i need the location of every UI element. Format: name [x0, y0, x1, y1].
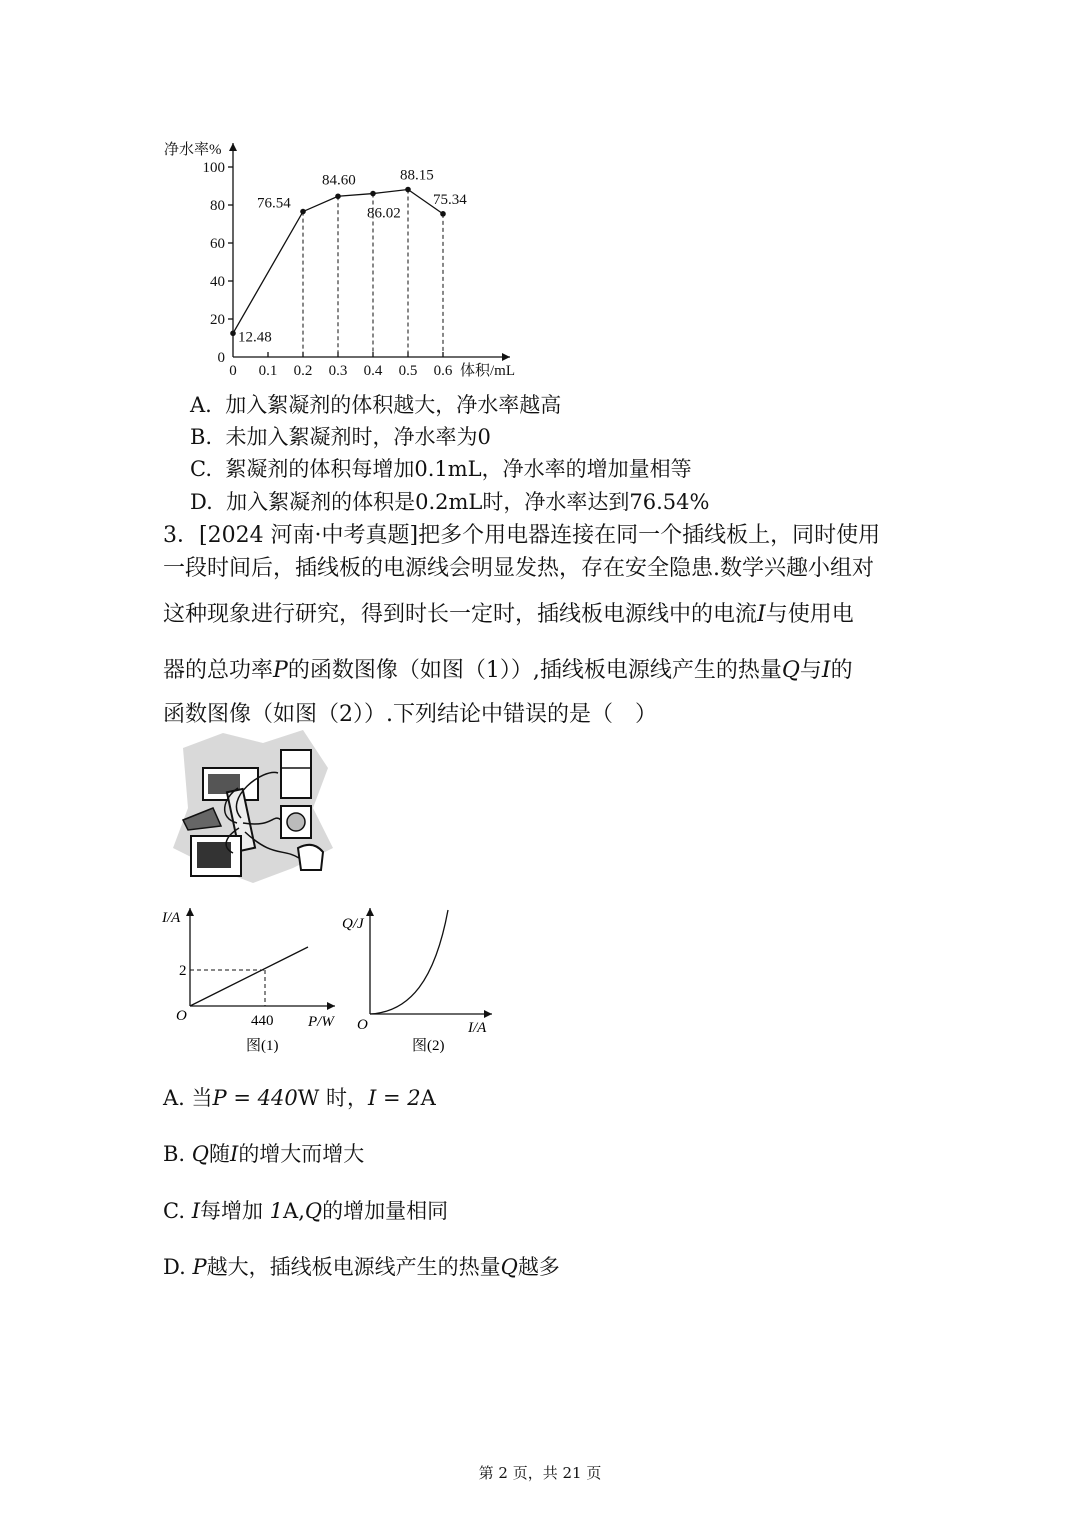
y-tick-label: 40: [210, 274, 225, 290]
y-tick-label: 100: [202, 160, 225, 176]
option-b[interactable]: B. 未加入絮凝剂时，净水率为0: [190, 425, 491, 449]
y-axis-arrow: [229, 143, 237, 151]
q3-line4: 器的总功率P的函数图像（如图（1））,插线板电源线产生的热量Q与I的: [163, 658, 853, 683]
fig2-xlabel: I/A: [468, 1020, 487, 1036]
y-tick-label: 80: [210, 198, 225, 214]
q3-line1: 3．[2024 河南·中考真题]把多个用电器连接在同一个插线板上，同时使用: [163, 523, 881, 548]
x-tick-label: 0.6: [433, 363, 453, 379]
x-tick-label: 0.4: [363, 363, 383, 379]
q3-option-b[interactable]: B. Q随I的增大而增大: [163, 1142, 365, 1166]
data-point: [440, 211, 446, 217]
data-label: 86.02: [367, 205, 401, 222]
option-a[interactable]: A. 加入絮凝剂的体积越大，净水率越高: [190, 393, 562, 417]
appliances-illustration: [163, 728, 338, 888]
fig2-origin: O: [357, 1017, 368, 1033]
data-label: 76.54: [257, 195, 291, 212]
x-tick-label: 0.1: [258, 363, 278, 379]
q3-option-d[interactable]: D. P越大，插线板电源线产生的热量Q越多: [163, 1255, 560, 1279]
fig2-caption: 图(2): [412, 1038, 445, 1054]
fig1-x-mark: 440: [251, 1013, 274, 1029]
option-d-text: 加入絮凝剂的体积是0.2mL时，净水率达到76.54%: [226, 490, 710, 514]
data-point: [335, 193, 341, 199]
q3-option-a[interactable]: A. 当P = 440W 时，I = 2A: [163, 1086, 436, 1110]
fig1-caption: 图(1): [246, 1038, 279, 1054]
x-tick-label: 0.5: [398, 363, 418, 379]
option-b-text: 未加入絮凝剂时，净水率为0: [225, 425, 491, 449]
data-label: 84.60: [322, 172, 356, 189]
data-point: [370, 191, 376, 197]
figure-2-heat-current: [340, 900, 500, 1060]
y-tick-label: 60: [210, 236, 225, 252]
data-label: 88.15: [400, 167, 434, 184]
x-tick-label: 0.2: [293, 363, 313, 379]
page-footer: 第 2 页，共 21 页: [478, 1464, 602, 1482]
option-d[interactable]: D. 加入絮凝剂的体积是0.2mL时，净水率达到76.54%: [190, 490, 710, 514]
data-label: 12.48: [238, 329, 272, 346]
option-c-text: 絮凝剂的体积每增加0.1mL，净水率的增加量相等: [225, 457, 692, 481]
q3-line5: 函数图像（如图（2））.下列结论中错误的是（ ）: [163, 702, 657, 727]
q3-line3: 这种现象进行研究，得到时长一定时，插线板电源线中的电流I与使用电: [163, 602, 854, 627]
y-tick-label: 20: [210, 312, 225, 328]
data-point: [300, 209, 306, 215]
y-axis-label: 净水率%: [164, 142, 222, 158]
q3-line2: 一段时间后，插线板的电源线会明显发热，存在安全隐患.数学兴趣小组对: [163, 556, 874, 581]
fig2-ylabel: Q/J: [342, 916, 364, 932]
fig1-ylabel: I/A: [162, 910, 181, 926]
fig1-xlabel: P/W: [308, 1014, 334, 1030]
x-tick-label: 0: [229, 363, 237, 379]
data-label: 75.34: [433, 191, 467, 208]
x-axis-arrow: [502, 353, 510, 361]
fig1-origin: O: [176, 1008, 187, 1024]
x-axis-label: 体积/mL: [460, 363, 515, 379]
fig1-y-mark: 2: [179, 963, 187, 979]
data-point: [405, 187, 411, 193]
purification-rate-chart: [150, 135, 530, 380]
data-point: [230, 330, 236, 336]
y-tick-label: 0: [217, 350, 225, 366]
x-tick-label: 0.3: [328, 363, 348, 379]
figure-1-current-power: [160, 900, 360, 1060]
q3-option-c[interactable]: C. I每增加 1A,Q的增加量相同: [163, 1199, 449, 1223]
option-c[interactable]: C. 絮凝剂的体积每增加0.1mL，净水率的增加量相等: [190, 457, 692, 481]
option-a-text: 加入絮凝剂的体积越大，净水率越高: [225, 393, 562, 417]
